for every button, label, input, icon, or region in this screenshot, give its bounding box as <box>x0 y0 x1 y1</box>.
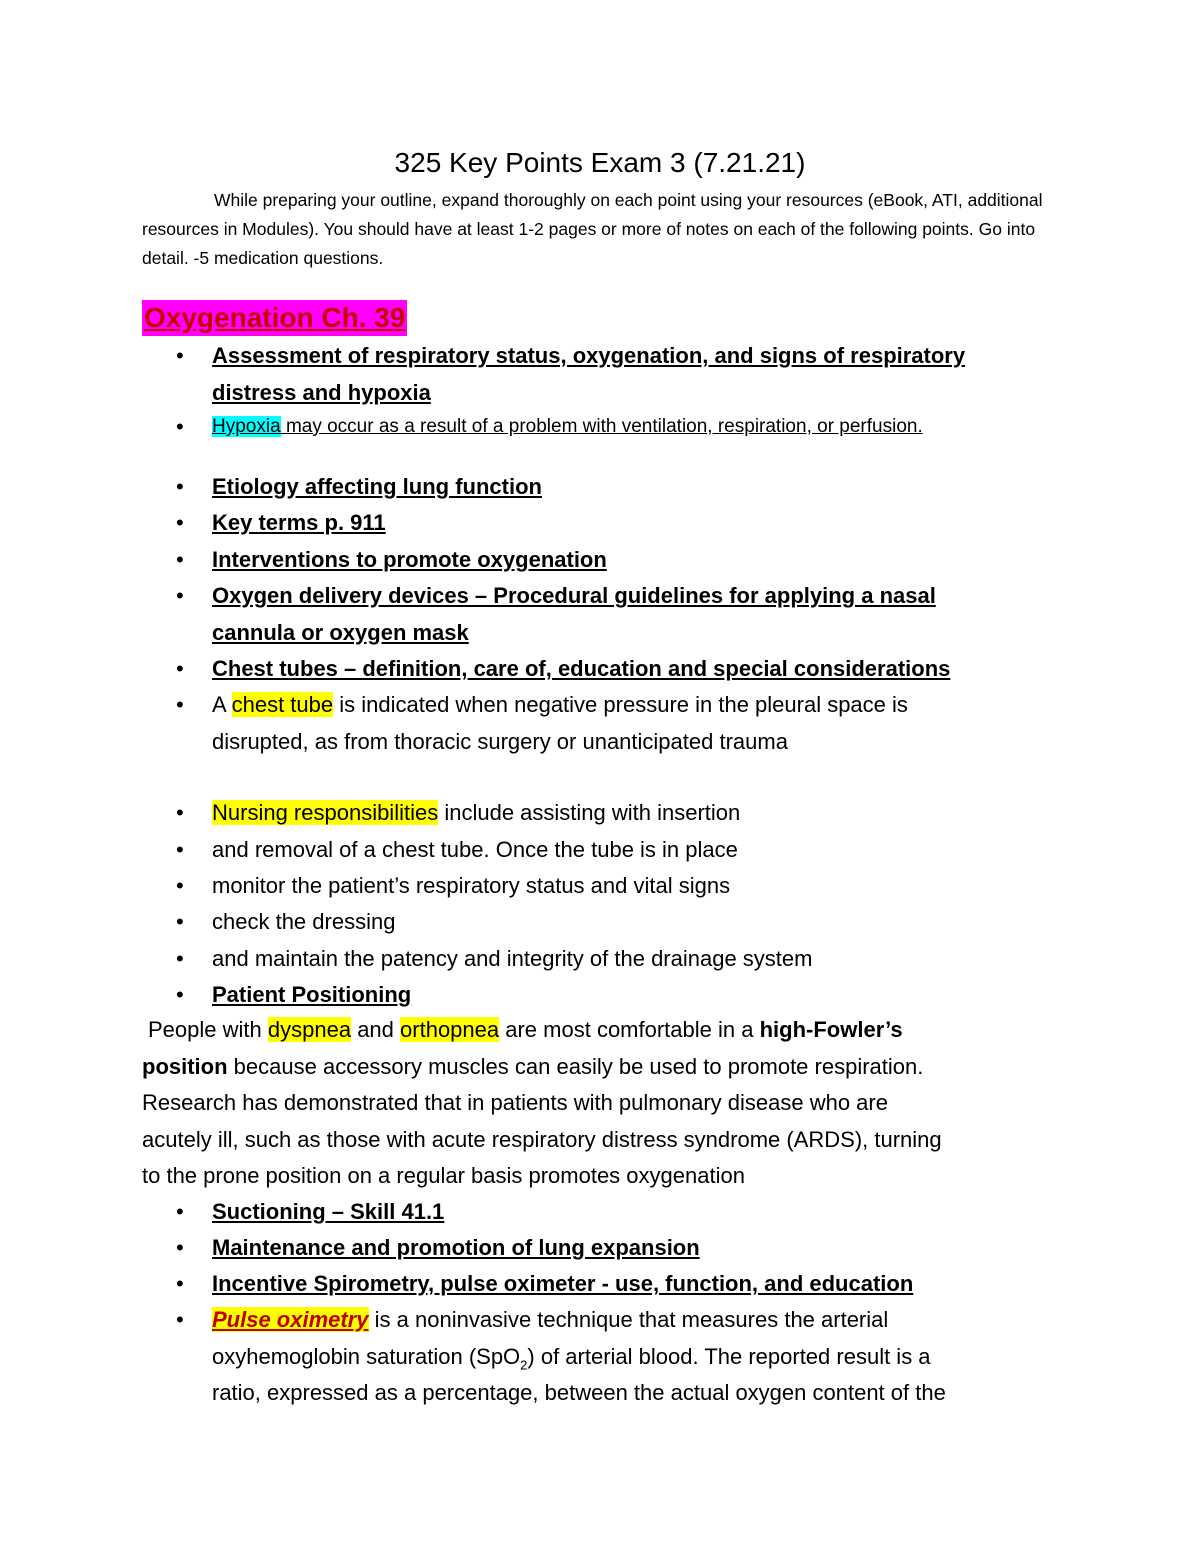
intro-paragraph <box>142 186 1062 273</box>
pulse-oximetry-highlight: Pulse oximetry <box>212 1307 369 1332</box>
list-item: • Chest tubes – definition, care of, education and special considerations <box>212 651 1072 688</box>
bullet-icon: • <box>176 946 184 971</box>
list-item: • Oxygen delivery devices – Procedural guidelines for applying a nasal cannula or oxygen mask <box>212 578 1072 651</box>
intro-text: While preparing your outline, expand thoroughly on each point using your resources (eBook, ATI, additional resources in Modules). You should have at least 1-2 pages or more of notes on each of the following points. Go into detail. -5 medication questions. <box>142 190 1043 268</box>
list-item: • Suctioning – Skill 41.1 <box>212 1194 1072 1231</box>
list-item: • A chest tube is indicated when negative pressure in the pleural space is disrupted, as from thoracic surgery or unanticipated trauma <box>212 687 1072 760</box>
nursing-highlight: Nursing responsibilities <box>212 800 439 825</box>
bullet-icon: • <box>176 547 184 572</box>
bullet-icon: • <box>176 343 184 368</box>
bullet-icon: • <box>176 510 184 535</box>
orthopnea-highlight: orthopnea <box>400 1017 500 1042</box>
section-heading: Oxygenation Ch. 39 <box>142 300 407 336</box>
list-item: • and removal of a chest tube. Once the tube is in place <box>212 832 1072 869</box>
hypoxia-highlight: Hypoxia <box>212 416 281 437</box>
bullet-icon: • <box>176 800 184 825</box>
positioning-paragraph: People with dyspnea and orthopnea are most comfortable in a high-Fowler’s position because accessory muscles can easily be used to promote respiration. Research has demonstrated that in patients with pulmonary disease who are acutely ill, such as those with acute respiratory distress syndrome (ARDS), turning to the prone position on a regular basis promotes oxygenation <box>142 1017 942 1188</box>
list-item: • Maintenance and promotion of lung expansion <box>212 1230 1072 1267</box>
bullet-icon: • <box>176 873 184 898</box>
list-item: • Pulse oximetry is a noninvasive technique that measures the arterial oxyhemoglobin saturation (SpO$_2$) of arterial blood. The reported result is a ratio, expressed as a percentage, between the actual oxygen content of the <box>212 1302 1072 1412</box>
list-item: • Key terms p. 911 <box>212 505 1072 542</box>
dyspnea-highlight: dyspnea <box>267 1017 352 1042</box>
list-item: • Patient Positioning <box>212 977 1072 1014</box>
bullet-icon: • <box>176 656 184 681</box>
bullet-icon: • <box>176 583 184 608</box>
list-item: • Incentive Spirometry, pulse oximeter - use, function, and education <box>212 1266 1072 1303</box>
bullet-icon: • <box>176 909 184 934</box>
bullet-icon: • <box>176 474 184 499</box>
bullet-icon: • <box>176 1271 184 1296</box>
list-item: • monitor the patient’s respiratory status and vital signs <box>212 868 1072 905</box>
bullet-icon: • <box>176 1199 184 1224</box>
list-item: • Nursing responsibilities include assisting with insertion <box>212 795 1072 832</box>
bullet-icon: • <box>176 692 184 717</box>
bullet-icon: • <box>176 982 184 1007</box>
list-item: • Etiology affecting lung function <box>212 469 1072 506</box>
bullet-icon: • <box>176 1307 184 1332</box>
bullet-icon: • <box>176 837 184 862</box>
list-item: • and maintain the patency and integrity of the drainage system <box>212 941 1072 978</box>
list-item: • Assessment of respiratory status, oxygenation, and signs of respiratory distress and hypoxia <box>212 338 1072 411</box>
list-item: • check the dressing <box>212 904 1072 941</box>
list-item: • Hypoxia may occur as a result of a problem with ventilation, respiration, or perfusion. <box>212 409 1072 446</box>
document-title: 325 Key Points Exam 3 (7.21.21) <box>394 147 806 178</box>
bullet-icon: • <box>176 1235 184 1260</box>
chest-tube-highlight: chest tube <box>231 692 334 717</box>
bullet-icon: • <box>176 414 184 439</box>
list-item: • Interventions to promote oxygenation <box>212 542 1072 579</box>
